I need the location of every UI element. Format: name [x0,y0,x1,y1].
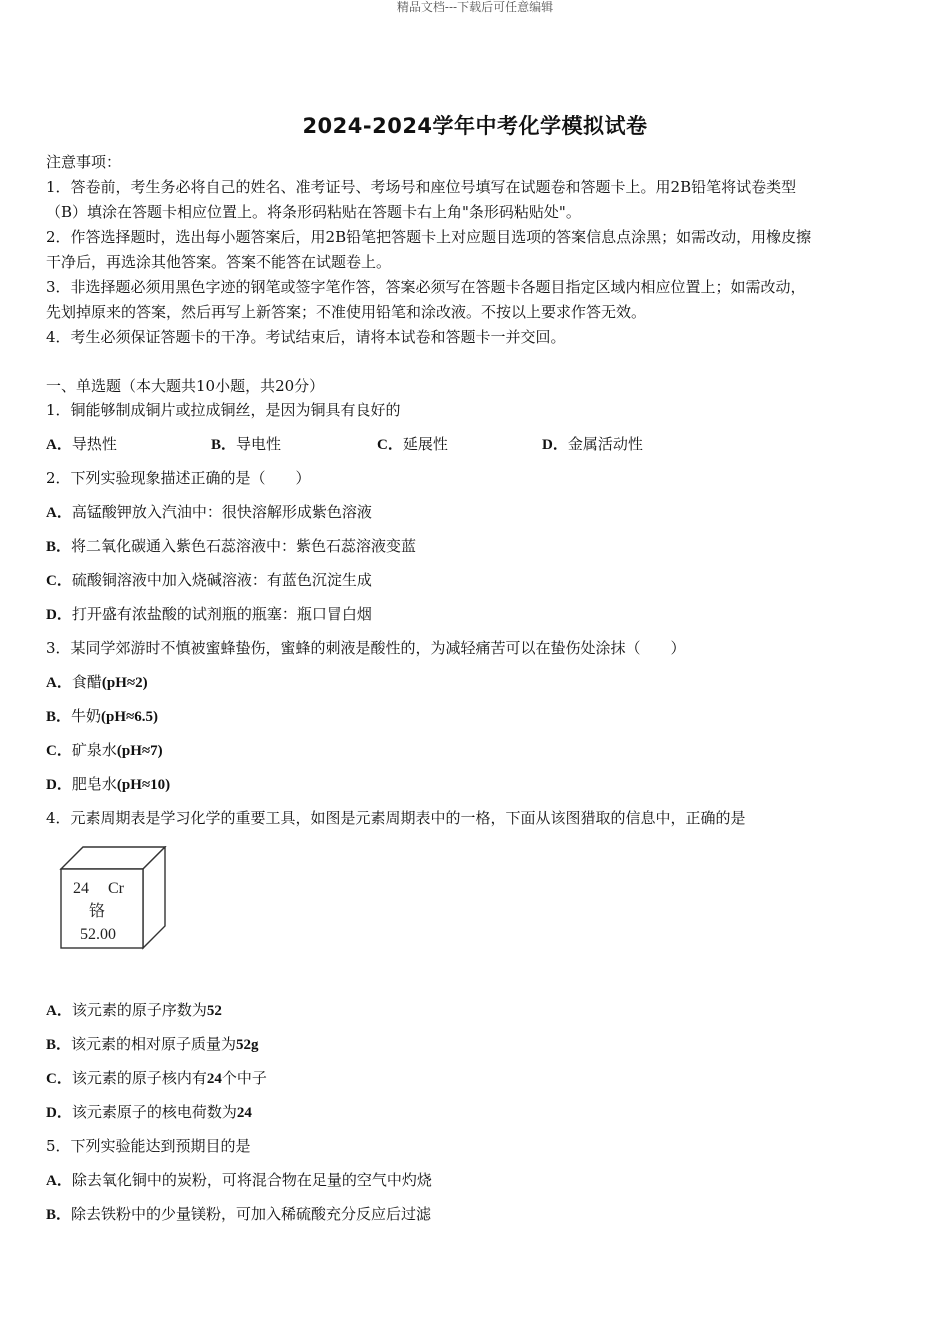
option-c: C．延展性 [377,435,448,453]
option-b: B．导电性 [211,435,282,453]
notice-line: 2．作答选择题时，选出每小题答案后，用2B铅笔把答题卡上对应题目选项的答案信息点涂黑；如需改动，用橡皮擦 [46,228,812,246]
option-d: D．肥皂水(pH≈10) [46,775,171,793]
notice-line: 1．答卷前，考生务必将自己的姓名、准考证号、考场号和座位号填写在试题卷和答题卡上。用2B铅笔将试卷类型 [46,178,797,196]
page-title: 2024-2024学年中考化学模拟试卷 [302,114,648,138]
option-d: D．金属活动性 [542,435,643,453]
option-b: B．该元素的相对原子质量为52g [46,1035,259,1053]
option-d: D．该元素原子的核电荷数为24 [46,1103,252,1121]
option-a: A．该元素的原子序数为52 [46,1001,222,1019]
option-b: B．将二氧化碳通入紫色石蕊溶液中：紫色石蕊溶液变蓝 [46,537,417,555]
option-b: B．牛奶(pH≈6.5) [46,707,159,725]
element-mass: 52.00 [80,926,116,943]
option-d: D．打开盛有浓盐酸的试剂瓶的瓶塞：瓶口冒白烟 [46,605,372,623]
question-stem-5: 5．下列实验能达到预期目的是 [46,1137,251,1155]
question-stem-1: 1．铜能够制成铜片或拉成铜丝，是因为铜具有良好的 [46,401,401,419]
notice-line: 先划掉原来的答案，然后再写上新答案；不准使用铅笔和涂改液。不按以上要求作答无效。 [46,303,647,321]
option-b: B．除去铁粉中的少量镁粉，可加入稀硫酸充分反应后过滤 [46,1205,432,1223]
periodic-table-cell-drawing [58,846,170,950]
notice-line: 3．非选择题必须用黑色字迹的钢笔或签字笔作答，答案必须写在答题卡各题目指定区域内相应位置上；如需改动， [46,278,806,296]
option-a: A．高锰酸钾放入汽油中：很快溶解形成紫色溶液 [46,503,372,521]
section-heading: 一、单选题（本大题共10小题，共20分） [46,377,325,395]
option-c: C．矿泉水(pH≈7) [46,741,163,759]
notice-line: 干净后，再选涂其他答案。答案不能答在试题卷上。 [46,253,392,271]
element-name: 铬 [89,901,106,920]
notice-line: （B）填涂在答题卡相应位置上。将条形码粘贴在答题卡右上角"条形码粘贴处"。 [46,203,581,221]
option-a: A．除去氧化铜中的炭粉，可将混合物在足量的空气中灼烧 [46,1171,432,1189]
question-stem-3: 3．某同学郊游时不慎被蜜蜂蛰伤，蜜蜂的刺液是酸性的，为减轻痛苦可以在蛰伤处涂抹（ ） [46,639,686,657]
option-c: C．该元素的原子核内有24个中子 [46,1069,267,1087]
notice-heading: 注意事项： [46,153,122,171]
header-note: 精品文档---下载后可任意编辑 [396,0,554,14]
question-stem-2: 2．下列实验现象描述正确的是（ ） [46,469,311,487]
notice-line: 4．考生必须保证答题卡的干净。考试结束后，请将本试卷和答题卡一并交回。 [46,328,566,346]
question-1-options [46,432,906,456]
element-number: 24 [73,880,89,897]
option-a: A．食醋(pH≈2) [46,673,148,691]
question-stem-4: 4．元素周期表是学习化学的重要工具，如图是元素周期表中的一格，下面从该图猎取的信息中，正确的是 [46,809,746,827]
periodic-table-cell [58,846,170,950]
option-a: A．导热性 [46,435,117,453]
option-c: C．硫酸铜溶液中加入烧碱溶液：有蓝色沉淀生成 [46,571,372,589]
element-symbol: Cr [108,880,124,897]
